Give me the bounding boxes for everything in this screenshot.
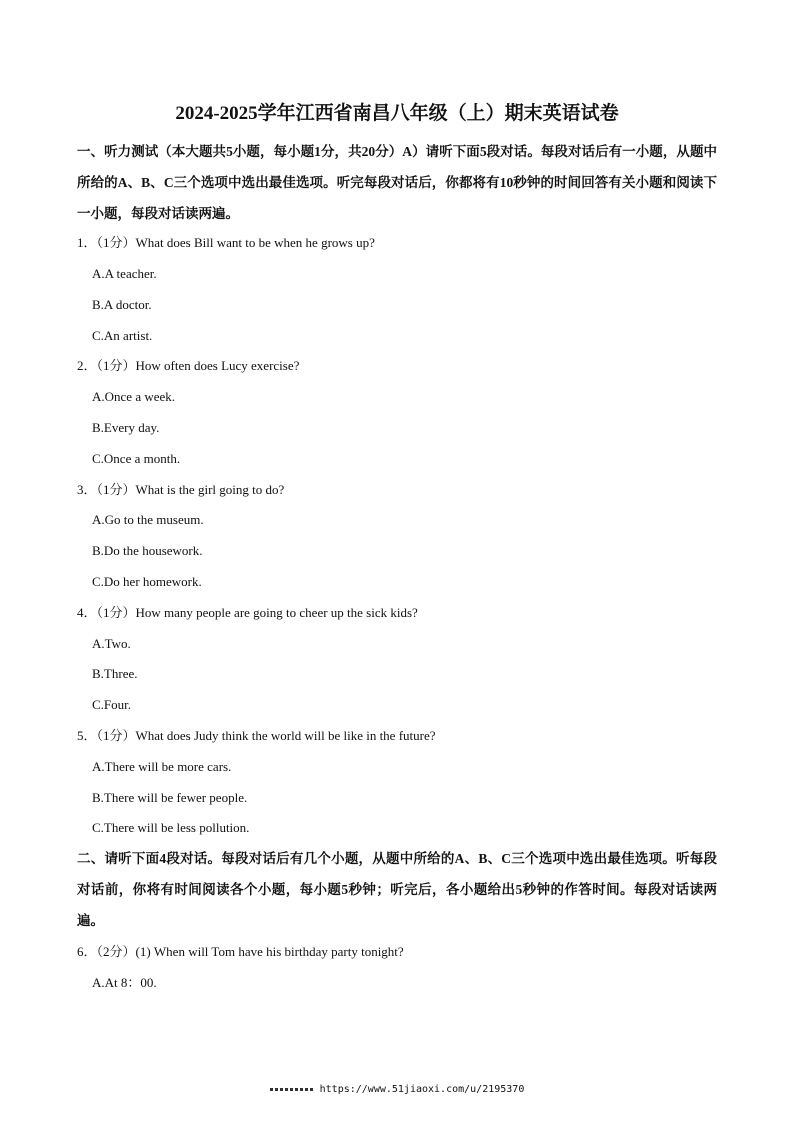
question-2-option-b: B.Every day. (92, 420, 160, 435)
question-1-stem: 1．（1分）What does Bill want to be when he grows up? (77, 235, 375, 250)
question-5-option-c: C.There will be less pollution. (92, 820, 250, 835)
question-5-option-b: B.There will be fewer people. (92, 790, 248, 805)
section-2-instructions: 二、请听下面4段对话。每段对话后有几个小题，从题中所给的A、B、C三个选项中选出最佳选项。听每段对话前，你将有时间阅读各个小题，每小题5秒钟；听完后，各小题给出5秒钟的作答时间。每段对话读两遍。 (77, 851, 717, 928)
footer-url[interactable]: https://www.51jiaoxi.com/u/2195370 (319, 1084, 525, 1095)
question-3-option-a: A.Go to the museum. (92, 512, 204, 527)
question-2-stem: 2．（1分）How often does Lucy exercise? (77, 358, 300, 373)
question-4-option-a: A.Two. (92, 636, 131, 651)
question-2-option-c: C.Once a month. (92, 451, 181, 466)
question-6-option-a: A.At 8：00. (92, 975, 157, 990)
question-6-stem: 6．（2分）(1) When will Tom have his birthday party tonight? (77, 944, 404, 959)
question-1-option-b: B.A doctor. (92, 297, 152, 312)
question-3-option-c: C.Do her homework. (92, 574, 202, 589)
section-1-instructions: 一、听力测试（本大题共5小题，每小题1分，共20分）A）请听下面5段对话。每段对话后有一小题，从题中所给的A、B、C三个选项中选出最佳选项。听完每段对话后，你都将有10秒钟的时间回答有关小题和阅读下一小题，每段对话读两遍。 (77, 144, 717, 221)
question-4-option-c: C.Four. (92, 697, 132, 712)
question-4-stem: 4．（1分）How many people are going to cheer up the sick kids? (77, 605, 418, 620)
question-3-option-b: B.Do the housework. (92, 543, 203, 558)
page-footer (0, 1083, 794, 1097)
page-title: 2024-2025学年江西省南昌八年级（上）期末英语试卷 (175, 103, 619, 124)
question-1-option-a: A.A teacher. (92, 266, 157, 281)
question-1-option-c: C.An artist. (92, 328, 153, 343)
question-5-option-a: A.There will be more cars. (92, 759, 232, 774)
question-4-option-b: B.Three. (92, 666, 138, 681)
question-2-option-a: A.Once a week. (92, 389, 176, 404)
question-5-stem: 5．（1分）What does Judy think the world will be like in the future? (77, 728, 436, 743)
watermark-mark-icon (270, 1088, 314, 1091)
question-3-stem: 3．（1分）What is the girl going to do? (77, 482, 285, 497)
